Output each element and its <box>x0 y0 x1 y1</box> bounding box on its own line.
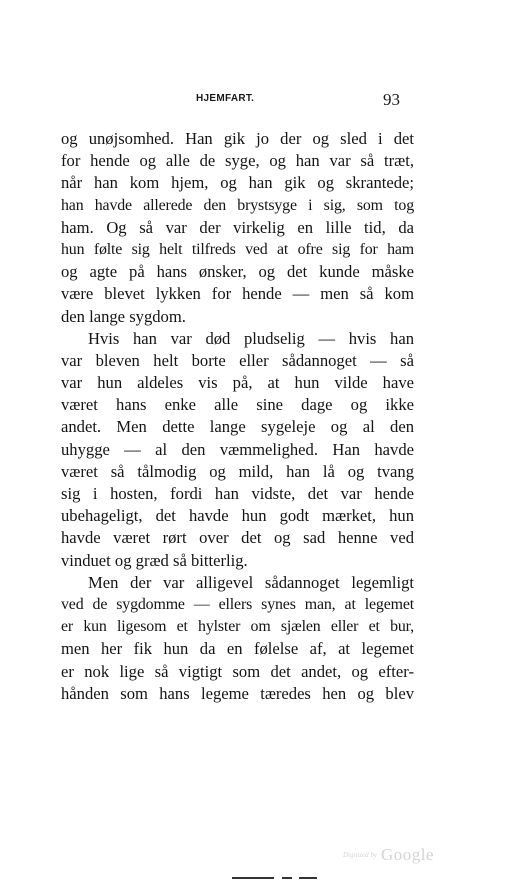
text-line: sig i hosten, fordi han vidste, det var hende <box>61 484 414 503</box>
text-line: hånden som hans legeme tæredes hen og blev <box>61 683 414 703</box>
scan-rule <box>232 877 274 879</box>
text-line: når han kom hjem, og han gik og skrantede; <box>61 173 414 193</box>
body-text <box>61 128 414 705</box>
text-line: men her fik hun da en følelse af, at legemet <box>61 639 414 659</box>
text-line: og unøjsomhed. Han gik jo der og sled i det <box>61 129 414 148</box>
text-line: for hende og alle de syge, og han var så træt, <box>61 151 414 171</box>
watermark-prefix: Digitized by <box>343 851 378 859</box>
text-line: Hvis han var død pludselig — hvis han <box>88 328 414 348</box>
text-line: var hun aldeles vis på, at hun vilde have <box>61 373 414 393</box>
text-line: ved de sygdomme — ellers synes man, at legemet <box>61 595 414 613</box>
text-line: var bleven helt borte eller sådannoget — så <box>61 350 414 370</box>
running-title: HJEMFART. <box>196 93 255 104</box>
text-line: hun følte sig helt tilfreds ved at ofre sig for ham <box>61 240 414 258</box>
text-line: er kun ligesom et hylster om sjælen eller et bur, <box>61 618 414 636</box>
text-line: været hans enke alle sine dage og ikke <box>61 395 414 415</box>
text-line: andet. Men dette lange sygeleje og al den <box>61 417 414 437</box>
text-line: og agte på hans ønsker, og det kunde måske <box>61 262 414 282</box>
digitizer-watermark <box>343 845 434 865</box>
scan-rule <box>282 877 292 879</box>
paragraph-1 <box>61 128 414 328</box>
text-line: være blevet lykken for hende — men så kom <box>61 284 414 304</box>
page-number: 93 <box>383 90 400 109</box>
paragraph-3 <box>61 572 414 705</box>
text-line: havde været rørt over det og sad henne ved <box>61 528 414 548</box>
text-line: uhygge — al den væmmelighed. Han havde <box>61 439 414 459</box>
google-logo: Google <box>381 845 435 864</box>
text-line: vinduet og græd så bitterlig. <box>61 550 248 570</box>
scan-rule <box>299 877 317 879</box>
paragraph-2 <box>61 328 414 572</box>
text-line: den lange sygdom. <box>61 306 186 326</box>
text-line: Men der var alligevel sådannoget legemligt <box>88 572 414 592</box>
text-line: han havde allerede den brystsyge i sig, som tog <box>61 196 414 214</box>
text-line: er nok lige så vigtigt som det andet, og efter- <box>61 661 414 681</box>
text-line: ubehageligt, det havde hun godt mærket, hun <box>61 506 414 526</box>
text-line: ham. Og så var der virkelig en lille tid, da <box>61 217 414 237</box>
text-line: været så tålmodig og mild, han lå og tvang <box>61 461 414 481</box>
